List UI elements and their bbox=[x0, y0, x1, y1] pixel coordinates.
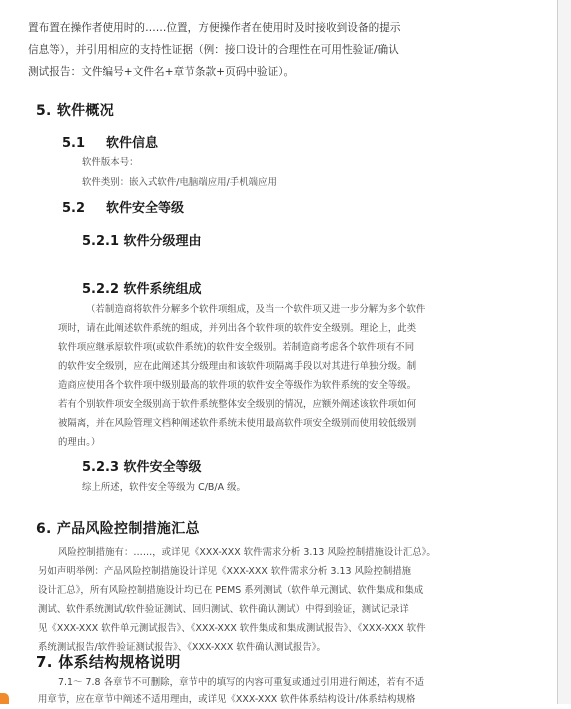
section-5-2-2-heading: 5.2.2 软件系统组成 bbox=[82, 282, 202, 297]
section-title: 软件信息 bbox=[106, 136, 159, 151]
body-line: 7.1～ 7.8 各章节不可删除，章节中的填写的内容可重复或通过引用进行阐述，若有不适 bbox=[58, 677, 425, 688]
section-title: 软件安全等级 bbox=[106, 201, 185, 216]
body-line: 另如声明举例：产品风险控制措施设计详见《XXX-XXX 软件需求分析 3.13 风险控制措施 bbox=[38, 566, 412, 577]
body-line: 软件项应继承原软件项(或软件系统)的软件安全级别。若制造商考虑各个软件项有不同 bbox=[58, 342, 415, 353]
section-5-2-3-heading: 5.2.3 软件安全等级 bbox=[82, 460, 202, 475]
body-line: 测试、软件系统测试/软件验证测试、回归测试、软件确认测试）中得到验证，测试记录详 bbox=[38, 604, 409, 615]
section-6-heading: 6. 产品风险控制措施汇总 bbox=[36, 521, 200, 537]
body-line: 项时，请在此阐述软件系统的组成，并列出各个软件项的软件安全级别。理论上，此类 bbox=[58, 323, 417, 334]
software-category-line: 软件类别：嵌入式软件/电脑端应用/手机端应用 bbox=[82, 177, 277, 188]
section-5-2-heading bbox=[62, 197, 184, 216]
section-5-heading: 5. 软件概况 bbox=[36, 103, 115, 119]
body-line: 见《XXX-XXX 软件单元测试报告》、《XXX-XXX 软件集成和集成测试报告》、《XXX-XXX 软件 bbox=[38, 623, 426, 634]
software-version-line: 软件版本号： bbox=[82, 157, 139, 168]
body-line: 综上所述，软件安全等级为 C/B/A 级。 bbox=[82, 482, 246, 493]
intro-line: 信息等），并引用相应的支持性证据（例：接口设计的合理性在可用性验证/确认 bbox=[28, 44, 399, 56]
body-line: 造商应使用各个软件项中级别最高的软件项的软件安全等级作为软件系统的安全等级。 bbox=[58, 380, 417, 391]
body-line: 的理由。） bbox=[58, 437, 101, 448]
section-5-2-1-heading: 5.2.1 软件分级理由 bbox=[82, 234, 202, 249]
body-line: 的软件安全级别，应在此阐述其分级理由和该软件项隔离手段以对其进行单独分级。制 bbox=[58, 361, 417, 372]
intro-line: 测试报告：文件编号+文件名+章节条款+页码中验证）。 bbox=[28, 66, 295, 78]
section-number: 5.2 bbox=[62, 201, 86, 216]
intro-line: 置布置在操作者使用时的……位置，方便操作者在使用时及时接收到设备的提示 bbox=[28, 22, 401, 34]
body-line: 风险控制措施有：……，或详见《XXX-XXX 软件需求分析 3.13 风险控制措施设计汇总》。 bbox=[58, 547, 436, 558]
viewer-scroll-gutter[interactable] bbox=[558, 0, 571, 704]
section-7-heading: 7. 体系结构规格说明 bbox=[36, 653, 181, 671]
body-line: 系统测试报告/软件验证测试报告》、《XXX-XXX 软件确认测试报告》。 bbox=[38, 642, 326, 653]
section-number: 5.1 bbox=[62, 136, 86, 151]
floating-widget-icon[interactable] bbox=[0, 693, 9, 704]
body-line: 被隔离，并在风险管理文档种阐述软件系统未使用最高软件项安全级别而使用较低级别 bbox=[58, 418, 417, 429]
body-line: （若制造商将软件分解多个软件项组成，及当一个软件项又进一步分解为多个软件 bbox=[86, 304, 426, 315]
body-line: 若有个别软件项安全级别高于软件系统整体安全级别的情况，应额外阐述该软件项如何 bbox=[58, 399, 417, 410]
section-5-1-heading bbox=[62, 132, 158, 151]
body-line: 用章节，应在章节中阐述不适用理由，或详见《XXX-XXX 软件体系结构设计/体系结构规格 bbox=[38, 694, 416, 705]
body-line: 设计汇总》，所有风险控制措施设计均已在 PEMS 系列测试（软件单元测试、软件集成和集成 bbox=[38, 585, 424, 596]
